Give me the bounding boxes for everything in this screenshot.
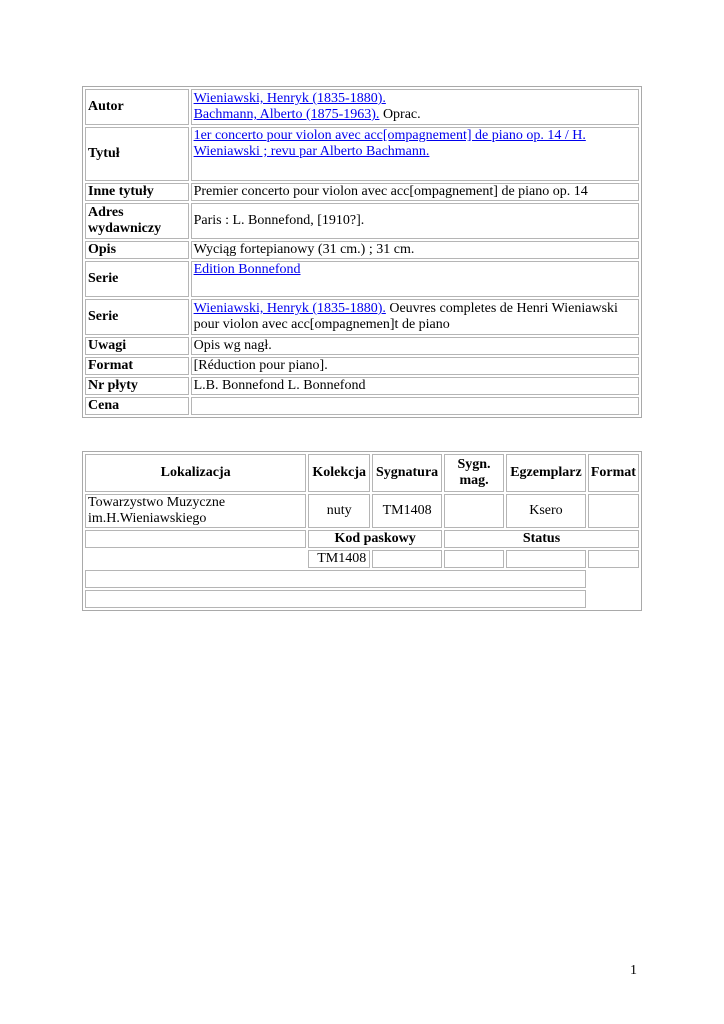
page-number: 1 <box>630 963 637 978</box>
cell-kod-paskowy: TM1408 <box>308 550 370 568</box>
cell-egzemplarz: Ksero <box>506 494 586 528</box>
row-uwagi <box>85 337 639 355</box>
autor-value <box>191 89 639 125</box>
tytul-link[interactable]: 1er concerto pour violon avec acc[ompagnement] de piano op. 14 / H. Wieniawski ; revu par Alberto Bachmann. <box>193 128 586 159</box>
inne-value: Premier concerto pour violon avec acc[ompagnement] de piano op. 14 <box>191 183 639 201</box>
serie2-value <box>191 299 639 335</box>
holdings-table <box>82 451 642 611</box>
row-serie-2 <box>85 299 639 335</box>
uwagi-value: Opis wg nagł. <box>191 337 639 355</box>
empty-spacer-1 <box>588 570 639 588</box>
tytul-value <box>191 127 639 181</box>
opis-value: Wyciąg fortepianowy (31 cm.) ; 31 cm. <box>191 241 639 259</box>
header-kod-paskowy: Kod paskowy <box>308 530 442 548</box>
barcode-row <box>85 550 639 568</box>
header-sygnatura: Sygnatura <box>372 454 442 492</box>
cell-lokalizacja: Towarzystwo Muzyczne im.H.Wieniawskiego <box>85 494 306 528</box>
barcode-spacer <box>85 530 306 548</box>
cell-status-3 <box>588 550 639 568</box>
autor-link-wieniawski[interactable]: Wieniawski, Henryk (1835-1880). <box>193 91 386 106</box>
serie1-label: Serie <box>85 261 189 297</box>
tytul-label: Tytuł <box>85 127 189 181</box>
format-label: Format <box>85 357 189 375</box>
row-autor <box>85 89 639 125</box>
serie2-label: Serie <box>85 299 189 335</box>
autor-link-bachmann[interactable]: Bachmann, Alberto (1875-1963). <box>193 107 380 122</box>
cell-format <box>588 494 639 528</box>
header-format: Format <box>588 454 639 492</box>
cell-status-2 <box>506 550 586 568</box>
holdings-row <box>85 494 639 528</box>
nrplyty-value: L.B. Bonnefond L. Bonnefond <box>191 377 639 395</box>
cell-status-1 <box>444 550 504 568</box>
uwagi-label: Uwagi <box>85 337 189 355</box>
adres-label: Adres wydawniczy <box>85 203 189 239</box>
row-serie-1 <box>85 261 639 297</box>
autor-role: Oprac. <box>379 107 421 122</box>
record-table <box>82 86 642 418</box>
serie1-value <box>191 261 639 297</box>
adres-value: Paris : L. Bonnefond, [1910?]. <box>191 203 639 239</box>
row-inne-tytuly <box>85 183 639 201</box>
format-value: [Réduction pour piano]. <box>191 357 639 375</box>
cell-sygnatura: TM1408 <box>372 494 442 528</box>
serie1-link[interactable]: Edition Bonnefond <box>193 262 301 277</box>
header-status: Status <box>444 530 639 548</box>
empty-cell-2 <box>85 590 586 608</box>
barcode-row-spacer <box>85 550 306 568</box>
empty-row-1 <box>85 570 639 588</box>
row-tytul <box>85 127 639 181</box>
serie2-link[interactable]: Wieniawski, Henryk (1835-1880). <box>193 301 386 316</box>
row-opis <box>85 241 639 259</box>
header-lokalizacja: Lokalizacja <box>85 454 306 492</box>
row-format <box>85 357 639 375</box>
cell-kolekcja: nuty <box>308 494 370 528</box>
inne-label: Inne tytuły <box>85 183 189 201</box>
autor-label: Autor <box>85 89 189 125</box>
empty-cell-1 <box>85 570 586 588</box>
row-adres <box>85 203 639 239</box>
cena-label: Cena <box>85 397 189 415</box>
row-nr-plyty <box>85 377 639 395</box>
serie2-text: Oeuvres completes de Henri Wieniawski pour violon avec acc[ompagnemen]t de piano <box>193 301 618 332</box>
opis-label: Opis <box>85 241 189 259</box>
barcode-header-row <box>85 530 639 548</box>
row-cena <box>85 397 639 415</box>
cena-value <box>191 397 639 415</box>
cell-sygn-mag <box>444 494 504 528</box>
empty-spacer-2 <box>588 590 639 608</box>
nrplyty-label: Nr płyty <box>85 377 189 395</box>
header-sygn-mag: Sygn. mag. <box>444 454 504 492</box>
cell-barcode-empty <box>372 550 442 568</box>
empty-row-2 <box>85 590 639 608</box>
holdings-header-row <box>85 454 639 492</box>
header-egzemplarz: Egzemplarz <box>506 454 586 492</box>
header-kolekcja: Kolekcja <box>308 454 370 492</box>
